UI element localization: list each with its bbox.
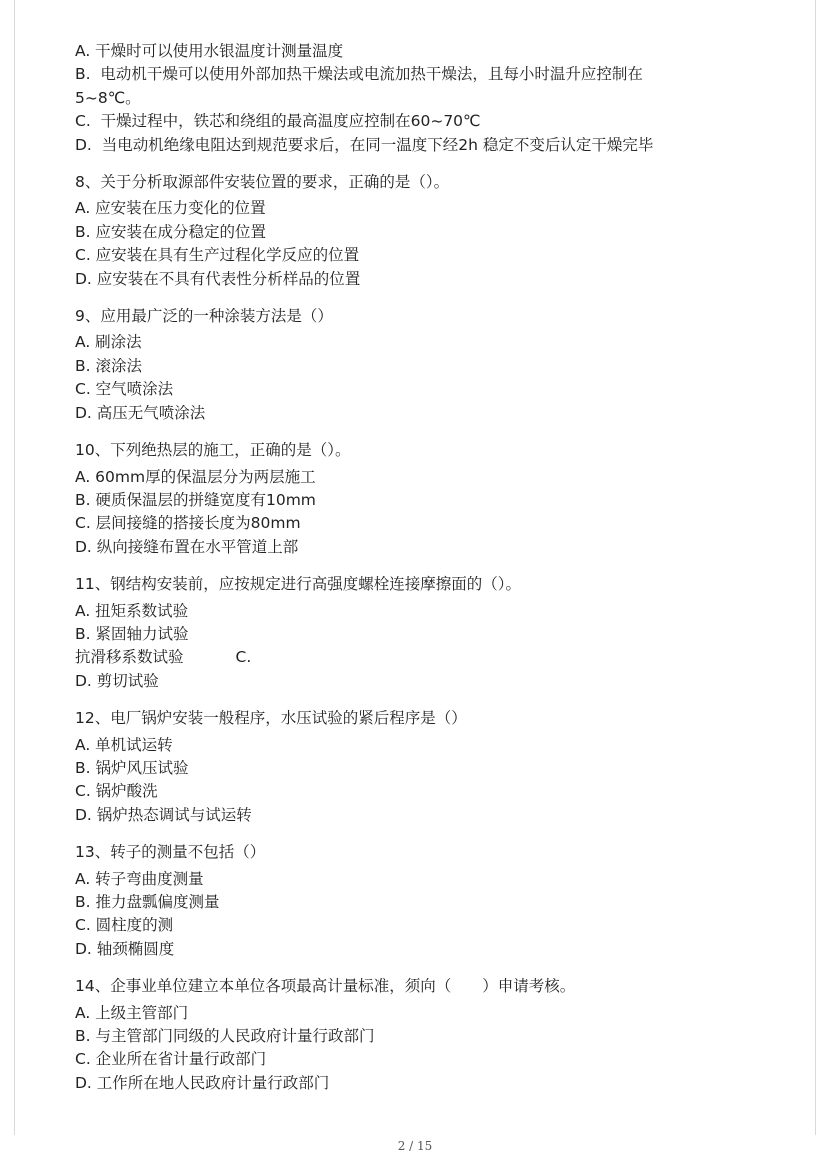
option-b: B. 应安装在成分稳定的位置 bbox=[75, 222, 266, 241]
question-title: 12、电厂锅炉安装一般程序，水压试验的紧后程序是（） bbox=[75, 709, 467, 728]
question-12 bbox=[75, 707, 765, 827]
question-title: 8、关于分析取源部件安装位置的要求，正确的是（）。 bbox=[75, 173, 450, 192]
option-d: D. 纵向接缝布置在水平管道上部 bbox=[75, 537, 299, 556]
option-b: B. 与主管部门同级的人民政府计量行政部门 bbox=[75, 1027, 375, 1046]
question-7 bbox=[75, 40, 765, 157]
option-a: A. 刷涂法 bbox=[75, 333, 142, 352]
option-a: A. 干燥时可以使用水银温度计测量温度 bbox=[75, 42, 344, 60]
question-title: 11、钢结构安装前，应按规定进行高强度螺栓连接摩擦面的（）。 bbox=[75, 575, 521, 594]
option-d: D. 高压无气喷涂法 bbox=[75, 403, 206, 422]
option-d: D. 应安装在不具有代表性分析样品的位置 bbox=[75, 269, 361, 288]
option-b: B. 电动机干燥可以使用外部加热干燥法或电流加热干燥法，且每小时温升应控制在 bbox=[75, 65, 643, 84]
option-d: D. 工作所在地人民政府计量行政部门 bbox=[75, 1073, 330, 1092]
question-8 bbox=[75, 171, 765, 291]
question-14 bbox=[75, 975, 765, 1095]
page-edge-left bbox=[14, 0, 15, 1135]
page-edge-right bbox=[815, 0, 816, 1135]
option-c: C. 圆柱度的测 bbox=[75, 916, 174, 935]
option-b: B. 锅炉风压试验 bbox=[75, 758, 189, 777]
option-c: C. 企业所在省计量行政部门 bbox=[75, 1050, 267, 1069]
option-a: A. 转子弯曲度测量 bbox=[75, 869, 204, 888]
question-title: 13、转子的测量不包括（） bbox=[75, 843, 266, 862]
option-b: B. 硬质保温层的拼缝宽度有10mm bbox=[75, 490, 316, 509]
option-b: B. 滚涂法 bbox=[75, 356, 142, 375]
option-b: B. 推力盘瓢偏度测量 bbox=[75, 893, 220, 911]
option-c-row bbox=[75, 646, 765, 669]
question-10 bbox=[75, 439, 765, 559]
question-title: 9、应用最广泛的一种涂装方法是（） bbox=[75, 307, 333, 326]
option-c-letter: C. bbox=[235, 648, 252, 667]
option-c: C. 空气喷涂法 bbox=[75, 380, 174, 399]
option-a: A. 60mm厚的保温层分为两层施工 bbox=[75, 467, 316, 486]
question-13 bbox=[75, 841, 765, 961]
option-a: A. 应安装在压力变化的位置 bbox=[75, 199, 266, 218]
page-content bbox=[75, 40, 765, 1095]
option-c: C. 应安装在具有生产过程化学反应的位置 bbox=[75, 246, 360, 265]
page-number: 2 / 15 bbox=[397, 1139, 433, 1153]
option-c: C. 锅炉酸洗 bbox=[75, 782, 158, 801]
question-title: 14、企事业单位建立本单位各项最高计量标准，须向（ ）申请考核。 bbox=[75, 977, 576, 996]
question-9 bbox=[75, 305, 765, 425]
option-c: C. 干燥过程中，铁芯和绕组的最高温度应控制在60~70℃ bbox=[75, 112, 481, 131]
option-d: D. 当电动机绝缘电阻达到规范要求后，在同一温度下经2h 稳定不变后认定干燥完毕 bbox=[75, 135, 654, 154]
option-d: D. 锅炉热态调试与试运转 bbox=[75, 805, 252, 824]
option-c: C. 层间接缝的搭接长度为80mm bbox=[75, 514, 301, 533]
option-a: A. 单机试运转 bbox=[75, 735, 173, 754]
option-b: B. 紧固轴力试验 bbox=[75, 624, 189, 643]
question-title: 10、下列绝热层的施工，正确的是（）。 bbox=[75, 441, 351, 460]
option-d: D. 剪切试验 bbox=[75, 671, 159, 690]
option-a: A. 上级主管部门 bbox=[75, 1003, 189, 1022]
option-c-text: 抗滑移系数试验 bbox=[75, 648, 184, 667]
option-d: D. 轴颈椭圆度 bbox=[75, 939, 175, 958]
option-a: A. 扭矩系数试验 bbox=[75, 601, 189, 620]
question-11 bbox=[75, 573, 765, 693]
option-b-continued: 5~8℃。 bbox=[75, 88, 141, 107]
